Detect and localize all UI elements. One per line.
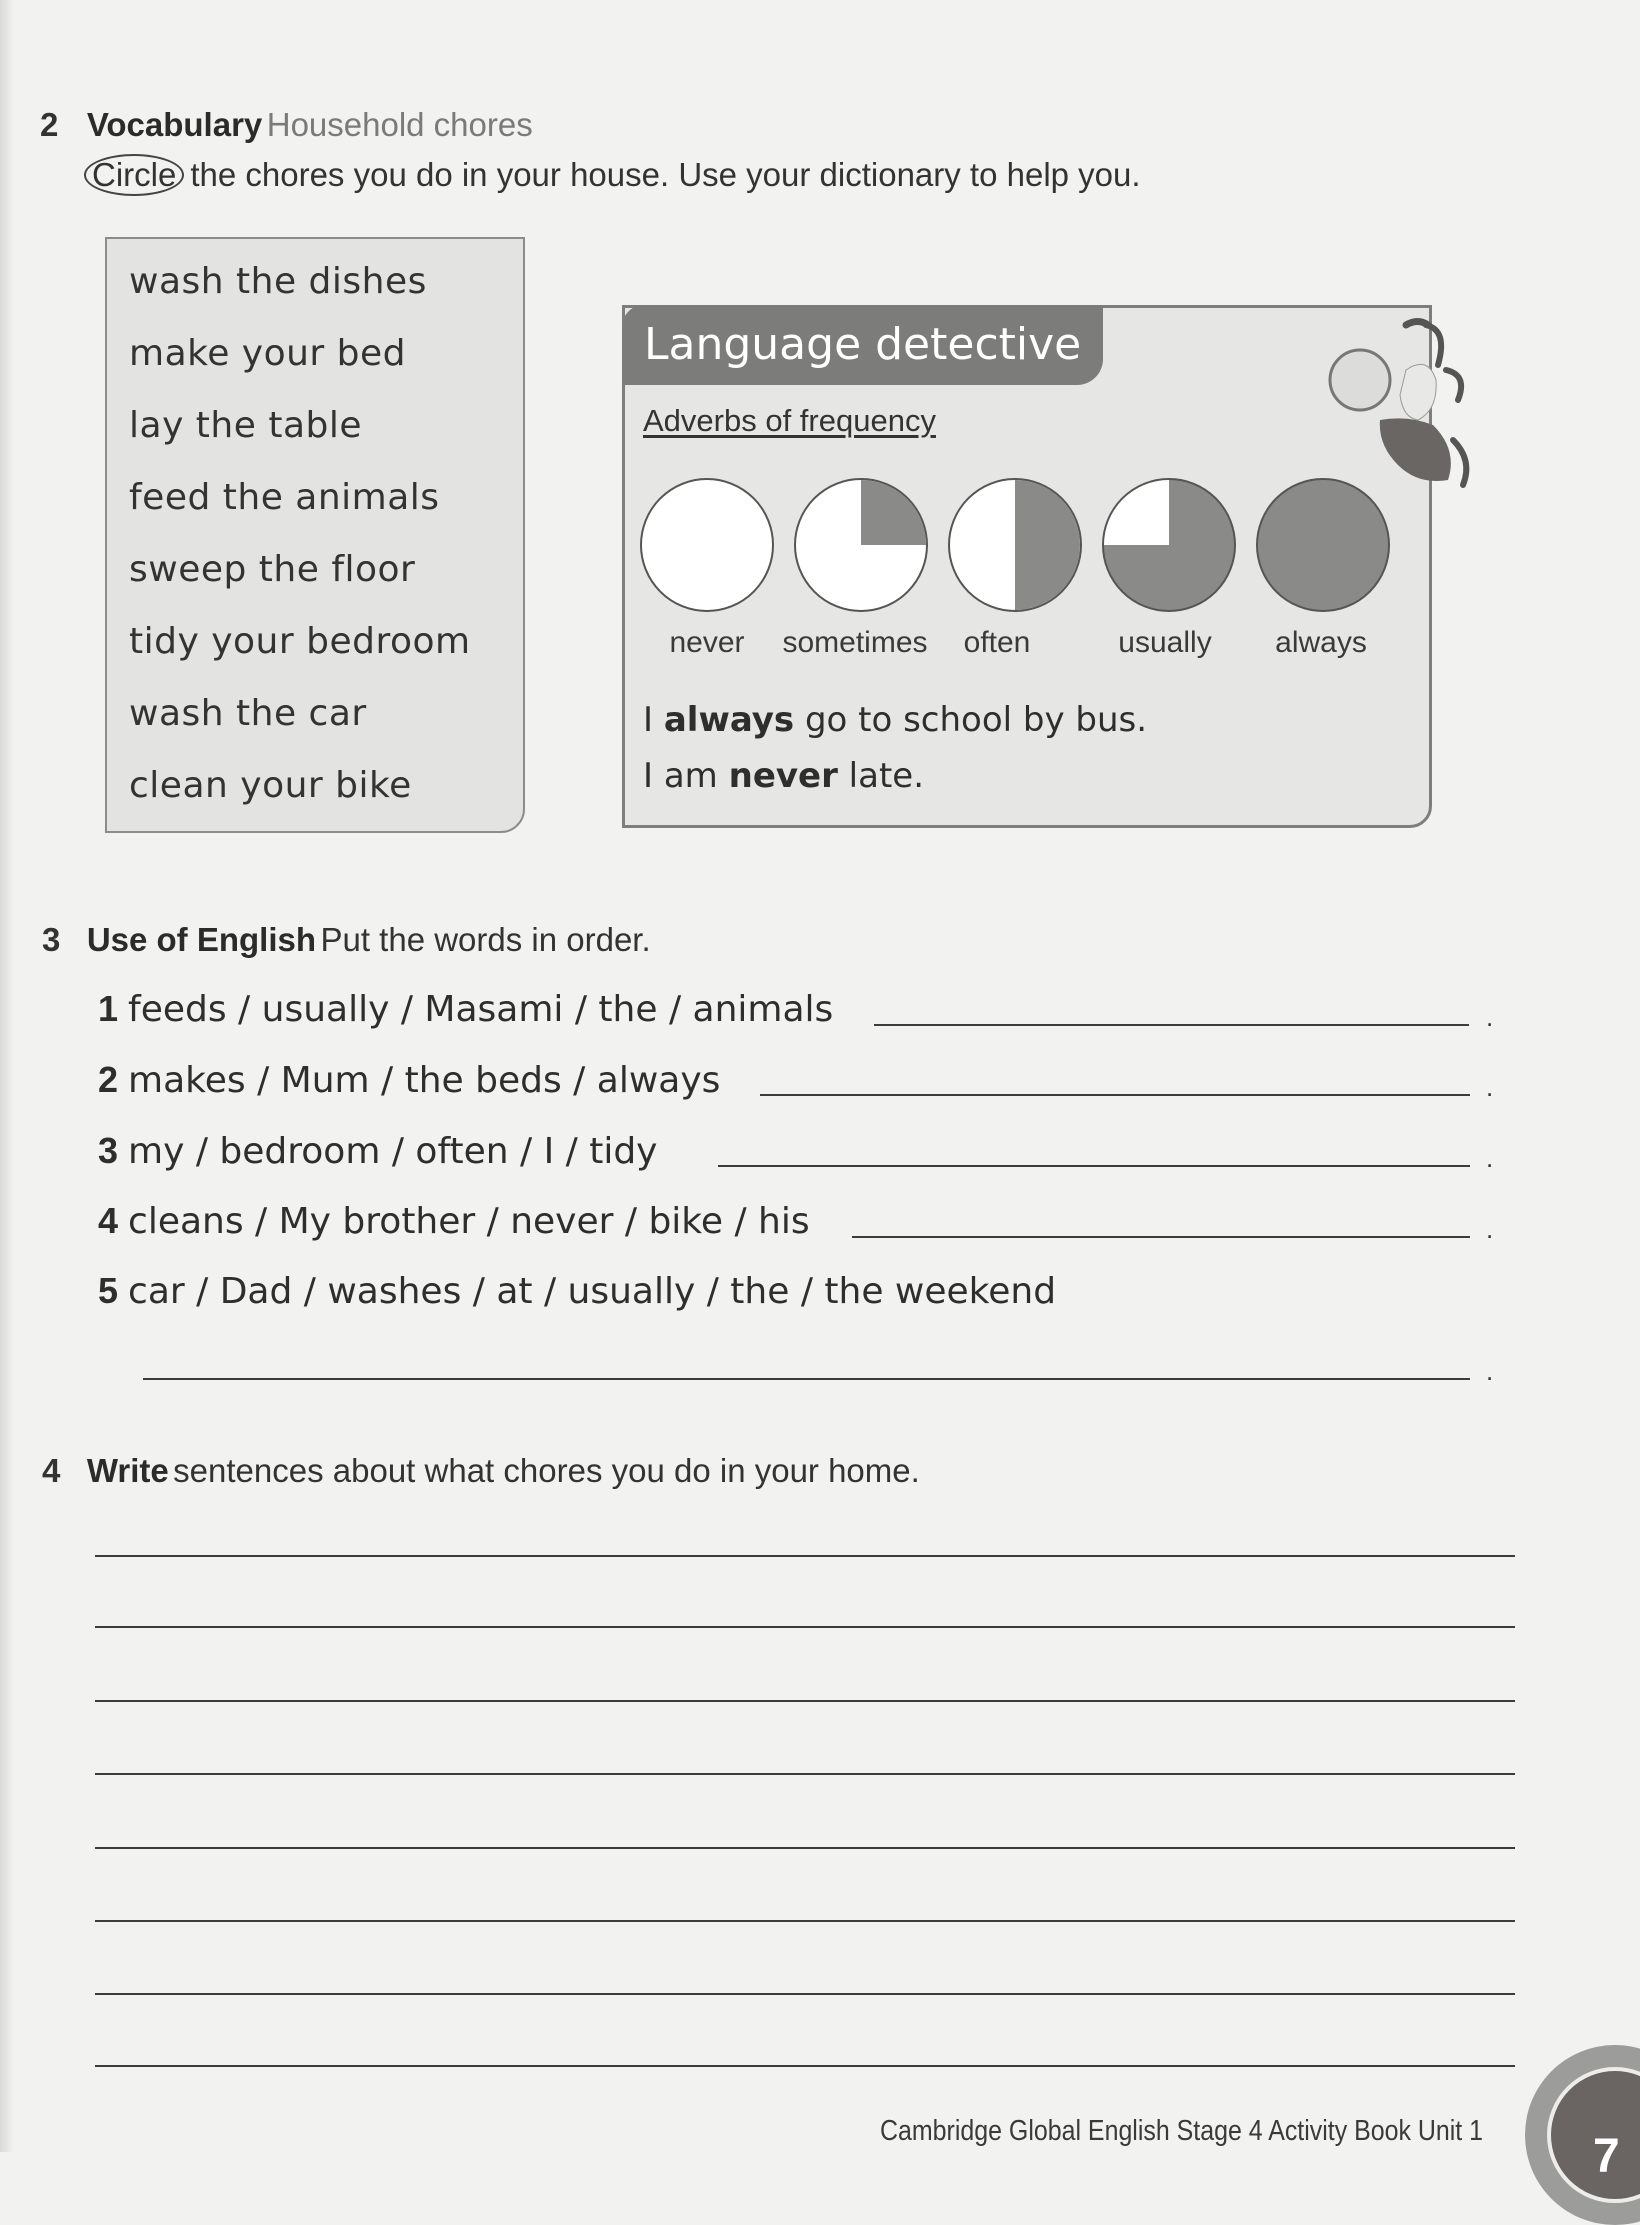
frequency-circle-always [1256,478,1390,612]
chore-item[interactable]: wash the car [129,693,367,734]
full-stop: . [1486,1072,1494,1102]
chore-item[interactable]: lay the table [129,405,363,446]
answer-line-4[interactable] [852,1236,1470,1238]
writing-line[interactable] [95,1920,1515,1922]
page-number: 7 [1593,2130,1620,2183]
frequency-circle-often [948,478,1082,612]
exercise-number: 3 [42,921,61,958]
chore-item[interactable]: make your bed [129,333,407,374]
exercise-subtitle: Household chores [266,106,533,143]
language-detective-box [622,305,1432,828]
writing-line[interactable] [95,2065,1515,2067]
frequency-circle-usually [1102,478,1236,612]
answer-line-5[interactable] [143,1378,1470,1380]
full-stop: . [1486,1356,1494,1386]
full-stop: . [1486,1002,1494,1032]
instruction-text: sentences about what chores you do in your home. [173,1452,920,1489]
answer-line-3[interactable] [718,1165,1470,1167]
exercise-keyword: Vocabulary [86,106,263,143]
language-detective-title: Language detective [622,305,1103,385]
instruction-text: the chores you do in your house. Use your dictionary to help you. [190,156,1141,193]
exercise-2-instruction [84,154,1141,196]
chore-item[interactable]: clean your bike [129,765,412,806]
answer-line-2[interactable] [760,1094,1470,1096]
frequency-label: usually [1118,626,1212,659]
exercise-keyword: Write [86,1452,169,1489]
example-sentence-1: I always go to school by bus. [643,700,1148,740]
exercise-2-heading [40,106,533,144]
writing-line[interactable] [95,1626,1515,1628]
writing-line[interactable] [95,1993,1515,1995]
frequency-circle-never [640,478,774,612]
question-item-1: 1 feeds / usually / Masami / the / animals [98,988,834,1030]
exercise-number: 4 [42,1452,61,1489]
circled-word: Circle [84,154,184,196]
detective-mascot-icon [1318,300,1478,490]
exercise-3-heading [42,921,651,959]
chore-item[interactable]: sweep the floor [129,549,416,590]
frequency-label: often [963,626,1031,659]
writing-line[interactable] [95,1773,1515,1775]
frequency-circle-sometimes [794,478,928,612]
page-number-badge [1525,2045,1640,2225]
question-item-3: 3 my / bedroom / often / I / tidy [98,1130,658,1172]
frequency-label: sometimes [782,626,928,659]
answer-line-1[interactable] [874,1024,1469,1026]
chore-item[interactable]: feed the animals [129,477,440,518]
frequency-label: always [1275,626,1367,659]
chore-item[interactable]: wash the dishes [129,261,427,302]
full-stop: . [1486,1214,1494,1244]
adverbs-subtitle: Adverbs of frequency [643,403,936,438]
question-item-5: 5 car / Dad / washes / at / usually / the / the weekend [98,1270,1057,1312]
exercise-keyword: Use of English [86,921,317,958]
exercise-4-heading [42,1452,920,1490]
chores-word-box [105,237,525,833]
chore-item[interactable]: tidy your bedroom [129,621,471,662]
frequency-label: never [669,626,745,659]
exercise-number: 2 [40,106,59,143]
footer-book-title: Cambridge Global English Stage 4 Activity Book Unit 1 [880,2115,1484,2147]
full-stop: . [1486,1143,1494,1173]
example-sentence-2: I am never late. [643,756,925,796]
question-item-2: 2 makes / Mum / the beds / always [98,1059,721,1101]
writing-line[interactable] [95,1555,1515,1557]
writing-line[interactable] [95,1700,1515,1702]
instruction-text: Put the words in order. [320,921,651,958]
page-edge-shadow [0,0,14,2152]
question-item-4: 4 cleans / My brother / never / bike / his [98,1200,810,1242]
writing-line[interactable] [95,1847,1515,1849]
